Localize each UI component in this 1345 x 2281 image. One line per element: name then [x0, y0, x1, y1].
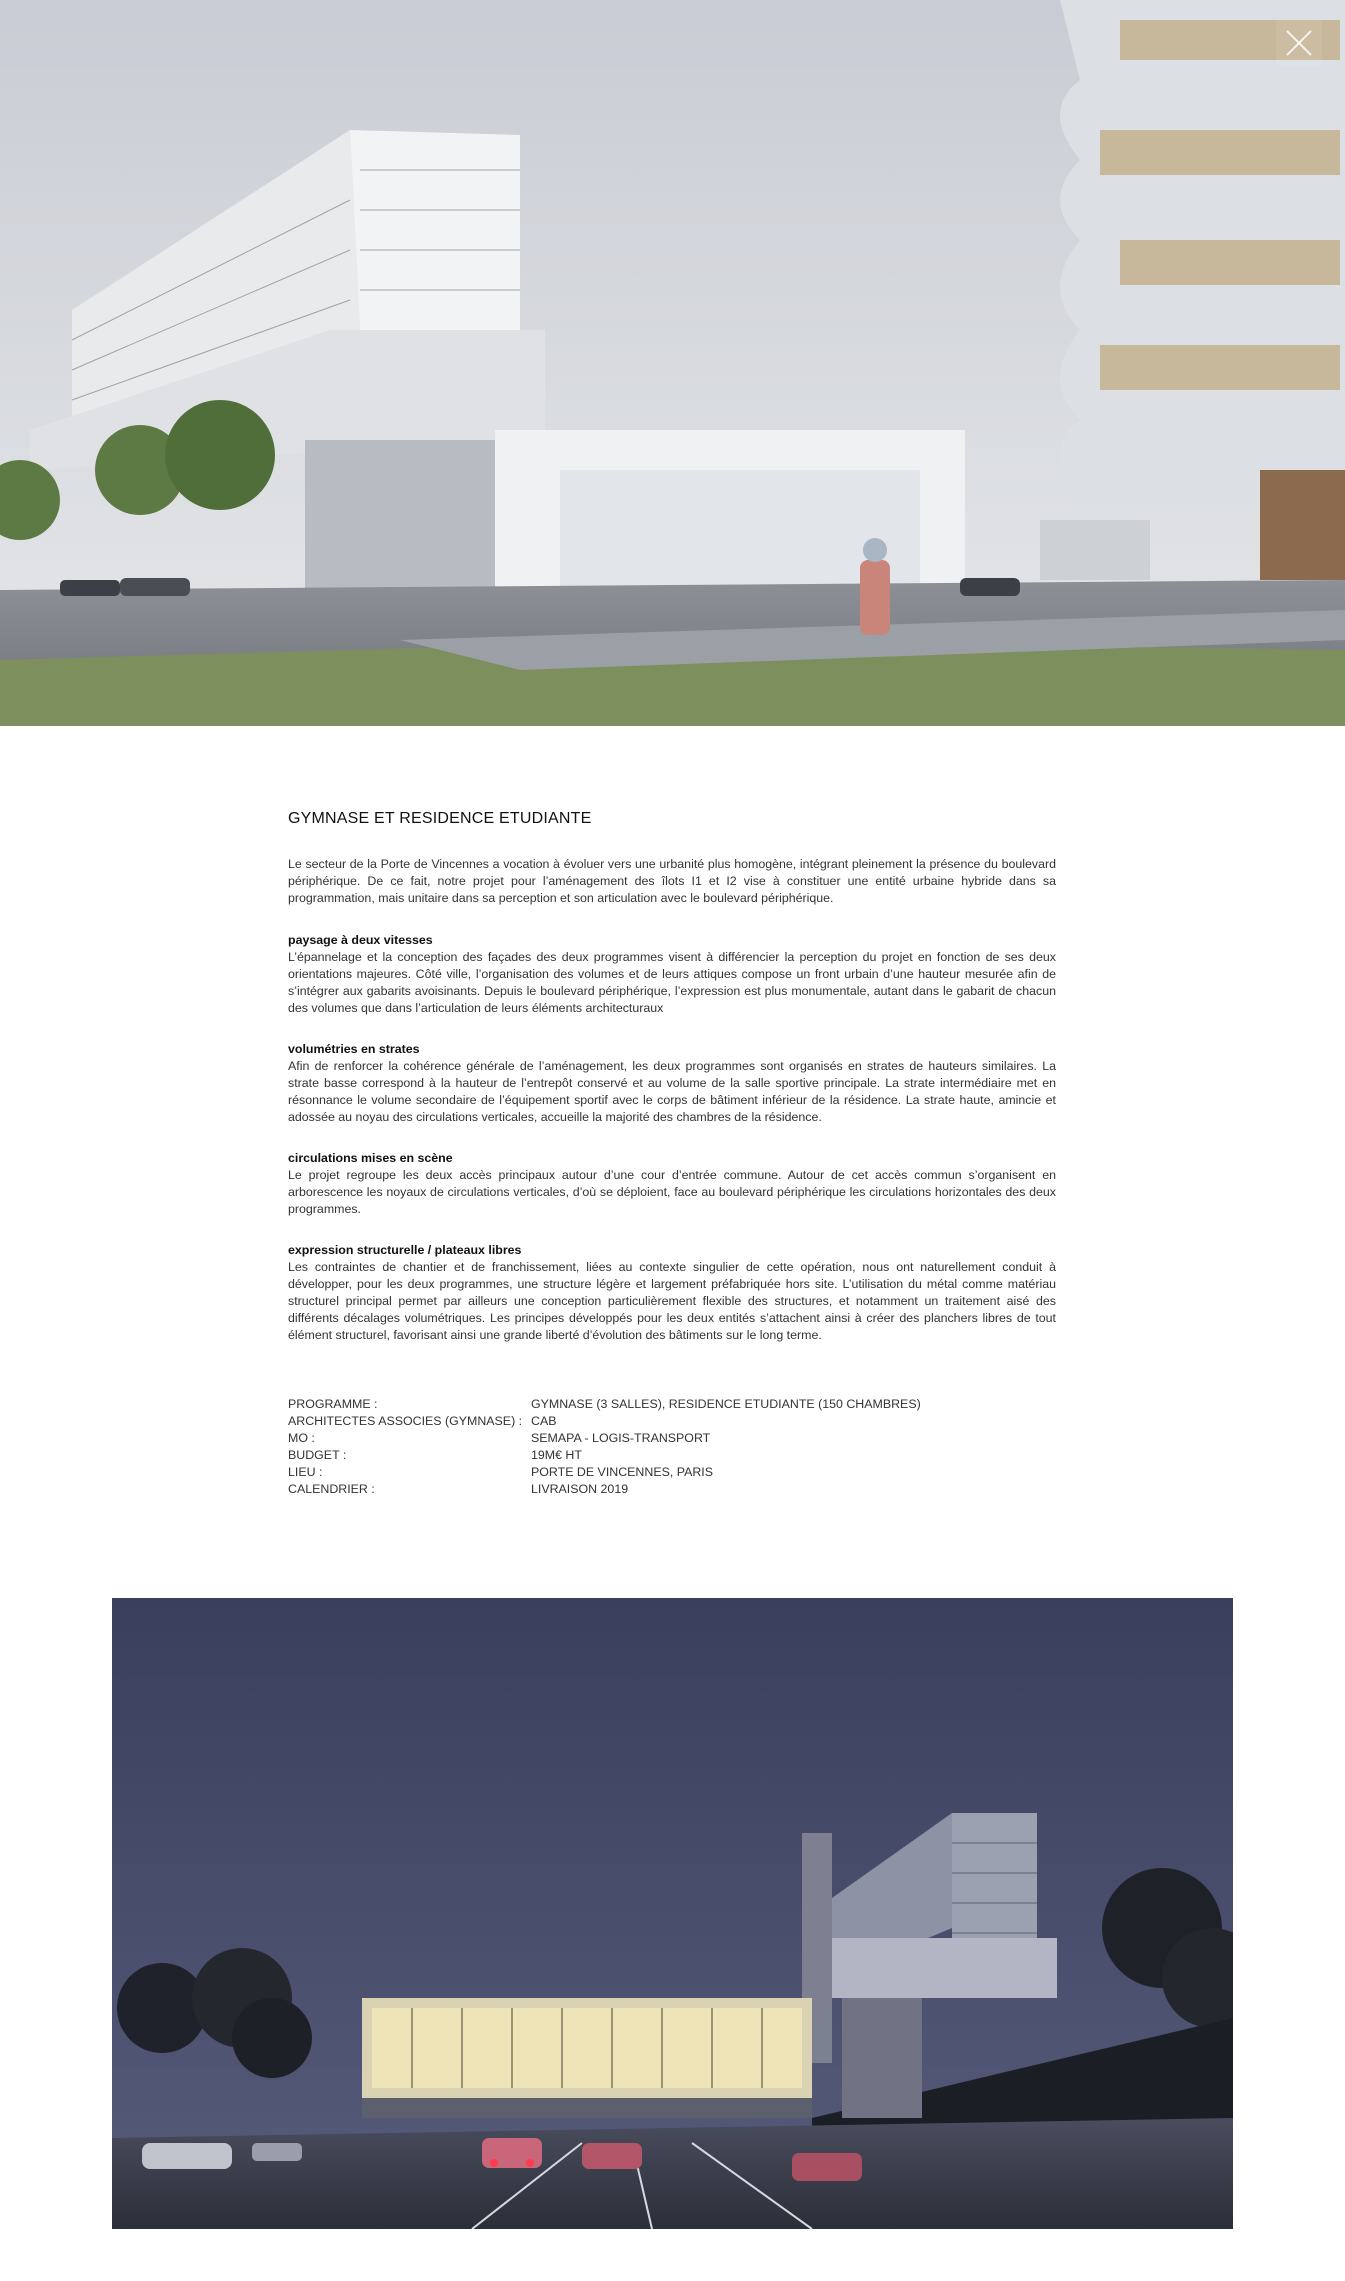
project-description	[288, 810, 1056, 1498]
section-heading: paysage à deux vitesses	[288, 933, 433, 947]
project-facts	[288, 1396, 1056, 1498]
section-paysage	[288, 932, 1056, 1017]
section-text: Les contraintes de chantier et de franchissement, liées au contexte singulier de cette opération, nous ont naturellement conduit à développer, pour les deux programmes, une structure légère et largement préfabriquée hors site. L’utilisation du métal comme matériau structurel principal permet par ailleurs une conception particulièrement flexible des structures, et notamment un traitement aisé des différents décalages volumétriques. Les principes développés pour les deux entités s’attachent ainsi à créer des planchers libres de tout élément structurel, favorisant ainsi une grande liberté d’évolution des bâtiments sur le long terme.	[288, 1260, 1056, 1342]
fact-key: BUDGET :	[288, 1448, 347, 1462]
section-text: L’épannelage et la conception des façades des deux programmes visent à différencier la perception du projet en fonction de ses deux orientations majeures. Côté ville, l’organisation des volumes et de leurs attiques compose un front urbain d’une hauteur mesurée afin de s’intégrer aux gabarits avoisinants. Depuis le boulevard périphérique, l’expression est plus monumentale, autant dans le gabarit de chacun des volumes que dans l’articulation de leurs éléments architecturaux	[288, 950, 1056, 1015]
section-heading: volumétries en strates	[288, 1042, 420, 1056]
section-circulations	[288, 1150, 1056, 1218]
fact-row-budget	[288, 1447, 1056, 1464]
project-title: GYMNASE ET RESIDENCE ETUDIANTE	[288, 810, 592, 827]
section-volumetries	[288, 1041, 1056, 1126]
night-render-drawing	[112, 1598, 1233, 2229]
fact-row-lieu	[288, 1464, 1056, 1481]
section-heading: expression structurelle / plateaux libres	[288, 1243, 522, 1257]
fact-value: 19M€ HT	[531, 1448, 582, 1462]
close-button[interactable]	[1276, 20, 1322, 66]
fact-value: PORTE DE VINCENNES, PARIS	[531, 1465, 713, 1479]
intro-paragraph: Le secteur de la Porte de Vincennes a vocation à évoluer vers une urbanité plus homogène, intégrant pleinement la présence du boulevard périphérique. De ce fait, notre projet pour l’aménagement des îlots I1 et I2 vise à constituer une entité urbaine hybride dans sa programmation, mais unitaire dans sa perception et son articulation avec le boulevard périphérique.	[288, 857, 1056, 905]
fact-value: CAB	[531, 1414, 557, 1428]
night-render-image	[112, 1598, 1233, 2229]
fact-row-programme	[288, 1396, 1056, 1413]
fact-value: SEMAPA - LOGIS-TRANSPORT	[531, 1431, 711, 1445]
fact-key: LIEU :	[288, 1465, 323, 1479]
fact-value: LIVRAISON 2019	[531, 1482, 629, 1496]
section-expression	[288, 1242, 1056, 1344]
section-heading: circulations mises en scène	[288, 1151, 453, 1165]
section-text: Afin de renforcer la cohérence générale de l’aménagement, les deux programmes sont organisés en strates de hauteurs similaires. La strate basse correspond à la hauteur de l’entrepôt conservé et au volume de la salle sportive principale. La strate intermédiaire met en résonnance le volume secondaire de l’équipement sportif avec le corps de bâtiment inférieur de la résidence. La strate haute, amincie et adossée au noyau des circulations verticales, accueille la majorité des chambres de la résidence.	[288, 1059, 1056, 1124]
fact-key: ARCHITECTES ASSOCIES (GYMNASE) :	[288, 1414, 523, 1428]
fact-row-mo	[288, 1430, 1056, 1447]
section-text: Le projet regroupe les deux accès principaux autour d’une cour d’entrée commune. Autour de cet accès commun s’organisent en arborescence les noyaux de circulations verticales, d’où se déploient, face au boulevard périphérique les circulations horizontales des deux programmes.	[288, 1168, 1056, 1216]
fact-row-calendrier	[288, 1481, 1056, 1498]
fact-row-architectes	[288, 1413, 1056, 1430]
fact-value: GYMNASE (3 SALLES), RESIDENCE ETUDIANTE (150 CHAMBRES)	[531, 1397, 921, 1411]
hero-render-drawing	[0, 0, 1345, 726]
hero-render-image	[0, 0, 1345, 726]
fact-key: PROGRAMME :	[288, 1397, 378, 1411]
fact-key: MO :	[288, 1431, 315, 1445]
fact-key: CALENDRIER :	[288, 1482, 375, 1496]
